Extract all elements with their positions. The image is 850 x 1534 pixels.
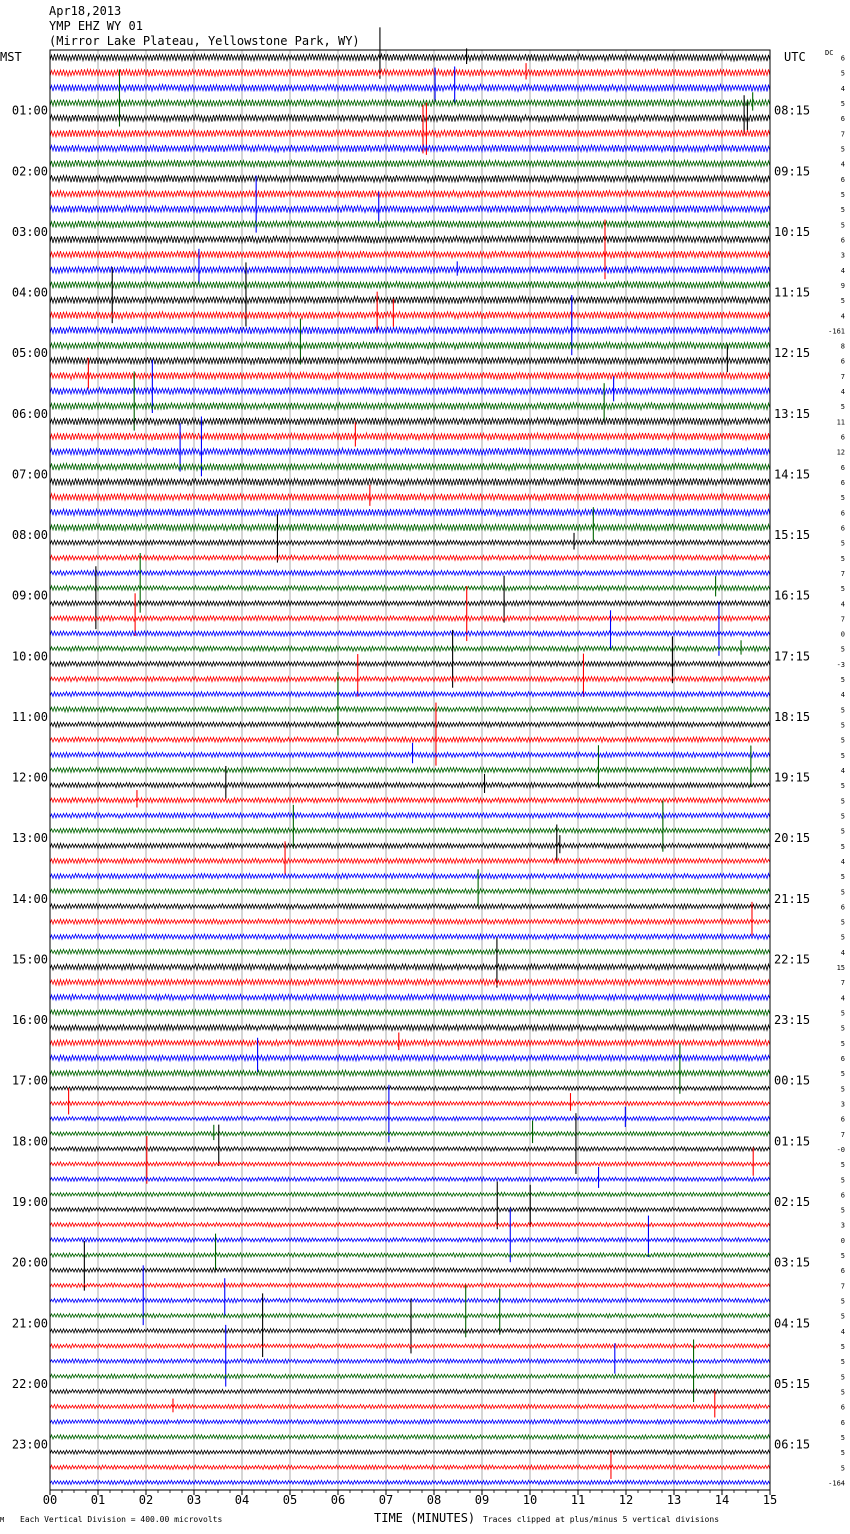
dc-offset-label: 5 — [840, 297, 845, 306]
trace-line — [50, 357, 770, 364]
trace-line — [50, 372, 770, 379]
dc-offset-label: 5 — [840, 1176, 845, 1185]
trace-line — [50, 448, 770, 455]
left-zone-label: MST — [0, 50, 22, 64]
utc-hour-label: 23:15 — [774, 1013, 811, 1028]
trace-line — [50, 1040, 770, 1046]
dc-offset-label: 4 — [840, 388, 845, 397]
trace-line — [50, 433, 770, 440]
dc-offset-label: 5 — [840, 554, 845, 563]
dc-offset-label: 9 — [840, 281, 845, 290]
mst-hour-label: 09:00 — [11, 588, 48, 603]
dc-offset-label: 8 — [840, 342, 845, 351]
x-tick-label-12: 12 — [618, 1493, 634, 1507]
dc-offset-label: 4 — [840, 600, 845, 609]
dc-offset-label: 0 — [840, 1236, 845, 1245]
dc-offset-label: 5 — [840, 494, 845, 503]
trace-line — [50, 1132, 770, 1136]
dc-offset-label: 6 — [840, 1267, 845, 1276]
trace-line — [50, 1101, 770, 1105]
trace-line — [50, 677, 770, 682]
x-tick-label-06: 06 — [330, 1493, 346, 1507]
dc-offset-label: 5 — [840, 933, 845, 942]
x-axis-title: TIME (MINUTES) — [374, 1511, 476, 1525]
trace-line — [50, 69, 770, 76]
utc-hour-label: 16:15 — [774, 588, 811, 603]
dc-offset-label: 5 — [840, 751, 845, 760]
x-tick-label-09: 09 — [474, 1493, 490, 1507]
trace-line — [50, 327, 770, 334]
dc-offset-label: -0 — [836, 1145, 845, 1154]
mst-hour-label: 16:00 — [11, 1013, 48, 1028]
trace-line — [50, 145, 770, 152]
trace-line — [50, 692, 770, 697]
mst-hour-label: 06:00 — [11, 406, 48, 421]
trace-line — [50, 100, 770, 107]
trace-line — [50, 342, 770, 349]
trace-line — [50, 418, 770, 425]
dc-offset-label: 5 — [840, 69, 845, 78]
mst-hour-label: 11:00 — [11, 709, 48, 724]
trace-line — [50, 54, 770, 61]
utc-hour-label: 17:15 — [774, 649, 811, 664]
dc-offset-label: 4 — [840, 266, 845, 275]
dc-offset-label: 6 — [840, 1403, 845, 1412]
dc-offset-label: 5 — [840, 797, 845, 806]
dc-offset-label: 5 — [840, 1039, 845, 1048]
x-tick-label-04: 04 — [234, 1493, 250, 1507]
utc-hour-label: 15:15 — [774, 528, 811, 543]
trace-line — [50, 601, 770, 606]
trace-line — [50, 1329, 770, 1333]
dc-offset-label: 6 — [840, 1115, 845, 1124]
trace-line — [50, 1465, 770, 1469]
trace-line — [50, 297, 770, 304]
dc-offset-label: 4 — [840, 767, 845, 775]
plot-frame — [50, 50, 770, 1490]
dc-offset-label: 6 — [840, 1418, 845, 1427]
trace-line — [50, 994, 770, 1000]
dc-offset-label: 7 — [840, 615, 845, 624]
trace-line — [50, 251, 770, 258]
trace-line — [50, 1177, 770, 1181]
dc-offset-label: 5 — [840, 1343, 845, 1351]
dc-offset-label: 7 — [840, 372, 845, 381]
dc-offset-label: 6 — [840, 479, 845, 487]
trace-line — [50, 160, 770, 167]
utc-hour-label: 03:15 — [774, 1255, 811, 1270]
utc-hour-label: 11:15 — [774, 285, 811, 300]
trace-line — [50, 175, 770, 182]
trace-line — [50, 463, 770, 470]
dc-offset-label: 5 — [840, 918, 845, 927]
trace-line — [50, 1298, 770, 1302]
dc-offset-label: 6 — [840, 175, 845, 184]
dc-offset-label: 7 — [840, 1282, 845, 1291]
mst-hour-label: 01:00 — [11, 103, 48, 118]
trace-line — [50, 767, 770, 772]
trace-line — [50, 722, 770, 727]
dc-offset-label: 6 — [840, 463, 845, 472]
utc-hour-label: 20:15 — [774, 831, 811, 846]
trace-line — [50, 1207, 770, 1211]
mst-hour-label: 05:00 — [11, 346, 48, 361]
dc-offset-label: 0 — [840, 630, 845, 639]
mst-hour-labels — [12, 104, 48, 1452]
mst-hour-label: 18:00 — [11, 1134, 48, 1149]
dc-offset-label: 4 — [840, 857, 845, 866]
dc-offset-label: 5 — [840, 812, 845, 821]
trace-line — [50, 737, 770, 742]
trace-line — [50, 1238, 770, 1242]
trace-line — [50, 524, 770, 531]
trace-line — [50, 1404, 770, 1408]
trace-line — [50, 1223, 770, 1227]
x-tick-label-11: 11 — [570, 1493, 586, 1507]
trace-line — [50, 1450, 770, 1454]
utc-hour-label: 09:15 — [774, 164, 811, 179]
trace-line — [50, 388, 770, 395]
dc-offset-label: 5 — [840, 1297, 845, 1306]
header-station: YMP EHZ WY 01 — [49, 19, 143, 33]
utc-hour-label: 13:15 — [774, 406, 811, 421]
trace-line — [50, 1374, 770, 1378]
trace-line — [50, 570, 770, 575]
dc-offset-label: 5 — [840, 403, 845, 412]
trace-line — [50, 130, 770, 137]
trace-line — [50, 1359, 770, 1363]
dc-offset-label: 4 — [840, 994, 845, 1003]
trace-line — [50, 874, 770, 879]
x-tick-label-13: 13 — [666, 1493, 682, 1507]
dc-offset-label: 4 — [840, 948, 845, 957]
x-tick-label-05: 05 — [282, 1493, 298, 1507]
utc-hour-label: 01:15 — [774, 1134, 811, 1149]
dc-offset-label: 6 — [840, 509, 845, 518]
mst-hour-label: 19:00 — [11, 1195, 48, 1209]
utc-hour-label: 06:15 — [774, 1437, 811, 1452]
trace-line — [50, 555, 770, 560]
dc-offset-label: 5 — [840, 539, 845, 548]
trace-line — [50, 964, 770, 970]
dc-offset-label: 5 — [840, 888, 845, 897]
trace-line — [50, 646, 770, 651]
x-tick-label-07: 07 — [378, 1493, 394, 1507]
dc-offset-label: 6 — [840, 903, 845, 912]
mst-hour-label: 10:00 — [11, 649, 48, 664]
trace-line — [50, 919, 770, 924]
mst-hour-label: 03:00 — [11, 224, 48, 239]
header-date: Apr18,2013 — [49, 4, 122, 18]
mst-hour-label: 12:00 — [11, 770, 48, 785]
trace-line — [50, 783, 770, 788]
dc-offset-label: 4 — [840, 160, 845, 169]
dc-offset-label: 5 — [840, 721, 845, 730]
trace-line — [50, 979, 770, 985]
mst-hour-label: 14:00 — [11, 891, 48, 906]
dc-offset-label: 5 — [840, 827, 845, 836]
x-tick-label-03: 03 — [186, 1493, 202, 1507]
dc-offset-label: 5 — [840, 1024, 845, 1033]
trace-line — [50, 707, 770, 712]
utc-hour-label: 12:15 — [774, 346, 811, 361]
trace-line — [50, 813, 770, 818]
dc-offset-label: 5 — [840, 645, 845, 654]
dc-offset-label: -161 — [828, 327, 845, 336]
dc-offset-label: 5 — [840, 585, 845, 594]
trace-line — [50, 843, 770, 848]
trace-line — [50, 1162, 770, 1166]
dc-offset-label: 7 — [840, 569, 845, 578]
dc-offset-label: 11 — [836, 418, 845, 427]
dc-offset-label: 5 — [840, 1070, 845, 1079]
dc-offset-label: 3 — [840, 251, 845, 260]
trace-line — [50, 1116, 770, 1120]
dc-offset-label: 7 — [840, 1130, 845, 1139]
dc-offset-label: 6 — [840, 357, 845, 366]
dc-offset-labels — [828, 55, 845, 1488]
trace-line — [50, 190, 770, 197]
trace-line — [50, 889, 770, 894]
header-location: (Mirror Lake Plateau, Yellowstone Park, WY) — [49, 34, 360, 48]
trace-line — [50, 1025, 770, 1031]
trace-line — [50, 1314, 770, 1318]
trace-line — [50, 266, 770, 273]
dc-offset-label: 5 — [840, 1085, 845, 1094]
dc-offset-label: 12 — [836, 448, 845, 457]
trace-line — [50, 586, 770, 591]
dc-offset-label: 5 — [840, 676, 845, 685]
dc-offset-label: 3 — [840, 1100, 845, 1109]
dc-offset-label: 5 — [840, 1433, 845, 1442]
utc-hour-label: 08:15 — [774, 103, 811, 118]
dc-offset-label: 7 — [840, 979, 845, 988]
dc-offset-label: 6 — [840, 115, 845, 124]
mst-hour-label: 13:00 — [11, 831, 48, 846]
trace-line — [50, 494, 770, 501]
dc-offset-label: 7 — [840, 130, 845, 139]
trace-line — [50, 403, 770, 410]
trace-line — [50, 1192, 770, 1196]
trace-line — [50, 798, 770, 803]
trace-line — [50, 206, 770, 213]
dc-offset-label: 6 — [840, 236, 845, 245]
trace-line — [50, 1253, 770, 1257]
trace-line — [50, 221, 770, 228]
utc-hour-label: 02:15 — [774, 1195, 811, 1209]
utc-hour-label: 18:15 — [774, 709, 811, 724]
trace-line — [50, 1420, 770, 1424]
trace-line — [50, 312, 770, 319]
utc-hour-label: 22:15 — [774, 952, 811, 967]
dc-offset-label: 5 — [840, 1312, 845, 1321]
utc-hour-label: 00:15 — [774, 1073, 811, 1088]
mst-hour-label: 20:00 — [11, 1255, 48, 1270]
mst-hour-label: 23:00 — [11, 1437, 48, 1452]
dc-offset-label: 5 — [840, 206, 845, 215]
trace-line — [50, 1055, 770, 1061]
corner-mark: M — [0, 1516, 5, 1524]
dc-offset-label: 5 — [840, 1009, 845, 1018]
dc-offset-label: -164 — [828, 1479, 845, 1488]
dc-offset-label: 4 — [840, 84, 845, 93]
dc-offset-label: 15 — [836, 964, 845, 973]
utc-hour-label: 05:15 — [774, 1376, 811, 1391]
mst-hour-label: 21:00 — [11, 1316, 48, 1331]
trace-line — [50, 281, 770, 288]
right-zone-label: UTC — [784, 50, 806, 64]
dc-offset-label: 5 — [840, 145, 845, 154]
dc-offset-label: 4 — [840, 1327, 845, 1336]
trace-line — [50, 1086, 770, 1090]
x-tick-label-14: 14 — [714, 1493, 730, 1507]
dc-offset-label: 5 — [840, 1449, 845, 1458]
trace-line — [50, 631, 770, 636]
trace-line — [50, 84, 770, 91]
x-axis — [43, 1490, 777, 1507]
mst-hour-label: 17:00 — [11, 1073, 48, 1088]
dc-offset-label: 6 — [840, 524, 845, 533]
dc-offset-label: 4 — [840, 691, 845, 700]
x-tick-label-01: 01 — [90, 1493, 106, 1507]
dc-offset-label: 5 — [840, 1206, 845, 1215]
trace-line — [50, 1010, 770, 1016]
mst-hour-label: 07:00 — [11, 467, 48, 482]
x-tick-label-00: 00 — [42, 1493, 58, 1507]
trace-line — [50, 616, 770, 621]
dc-offset-label: 5 — [840, 1388, 845, 1397]
trace-line — [50, 509, 770, 516]
trace-line — [50, 858, 770, 863]
trace-line — [50, 828, 770, 833]
mst-hour-label: 15:00 — [11, 952, 48, 967]
trace-line — [50, 904, 770, 909]
mst-hour-label: 04:00 — [11, 285, 48, 300]
x-tick-label-10: 10 — [522, 1493, 538, 1507]
x-tick-label-15: 15 — [762, 1493, 778, 1507]
x-tick-label-02: 02 — [138, 1493, 154, 1507]
dc-offset-label: 5 — [840, 1161, 845, 1170]
dc-offset-label: 5 — [840, 706, 845, 715]
trace-line — [50, 115, 770, 122]
trace-line — [50, 752, 770, 757]
utc-hour-labels — [774, 104, 810, 1452]
trace-line — [50, 1344, 770, 1348]
utc-hour-label: 19:15 — [774, 770, 811, 785]
dc-offset-label: 6 — [840, 1191, 845, 1200]
dc-offset-label: 5 — [840, 782, 845, 791]
trace-line — [50, 949, 770, 954]
dc-offset-label: 3 — [840, 1221, 845, 1230]
dc-offset-label: 5 — [840, 1373, 845, 1382]
dc-offset-label: -3 — [836, 660, 845, 669]
trace-line — [50, 661, 770, 666]
dc-offset-label: 5 — [840, 873, 845, 882]
dc-offset-label: 5 — [840, 1464, 845, 1473]
scale-note: Each Vertical Division = 400.00 microvolts — [20, 1515, 223, 1524]
dc-offset-label: 6 — [840, 1055, 845, 1063]
trace-line — [50, 1070, 770, 1076]
mst-hour-label: 22:00 — [11, 1376, 48, 1391]
dc-offset-label: 4 — [840, 312, 845, 321]
x-tick-label-08: 08 — [426, 1493, 442, 1507]
utc-hour-label: 21:15 — [774, 891, 811, 906]
mst-hour-label: 08:00 — [11, 528, 48, 543]
trace-line — [50, 1480, 770, 1484]
clip-note: Traces clipped at plus/minus 5 vertical divisions — [483, 1515, 720, 1524]
dc-offset-label: 5 — [840, 100, 845, 109]
mst-hour-label: 02:00 — [11, 164, 48, 179]
dc-offset-label: 5 — [840, 736, 845, 745]
trace-line — [50, 540, 770, 545]
trace-line — [50, 934, 770, 939]
dc-offset-label: 5 — [840, 191, 845, 199]
dc-offset-label: 6 — [840, 54, 845, 63]
dc-offset-label: 5 — [840, 842, 845, 851]
trace-line — [50, 236, 770, 243]
dc-offset-label: 6 — [840, 433, 845, 442]
dc-offset-label: 5 — [840, 1358, 845, 1367]
trace-line — [50, 1268, 770, 1272]
utc-hour-label: 10:15 — [774, 224, 811, 239]
utc-hour-label: 04:15 — [774, 1316, 811, 1331]
trace-line — [50, 1435, 770, 1439]
utc-hour-label: 14:15 — [774, 467, 811, 482]
trace-line — [50, 1147, 770, 1151]
trace-line — [50, 1283, 770, 1287]
seismic-traces — [50, 27, 770, 1484]
dc-column-label: DC — [825, 49, 834, 57]
trace-line — [50, 478, 770, 485]
trace-line — [50, 1389, 770, 1393]
dc-offset-label: 5 — [840, 221, 845, 230]
dc-offset-label: 5 — [840, 1252, 845, 1261]
